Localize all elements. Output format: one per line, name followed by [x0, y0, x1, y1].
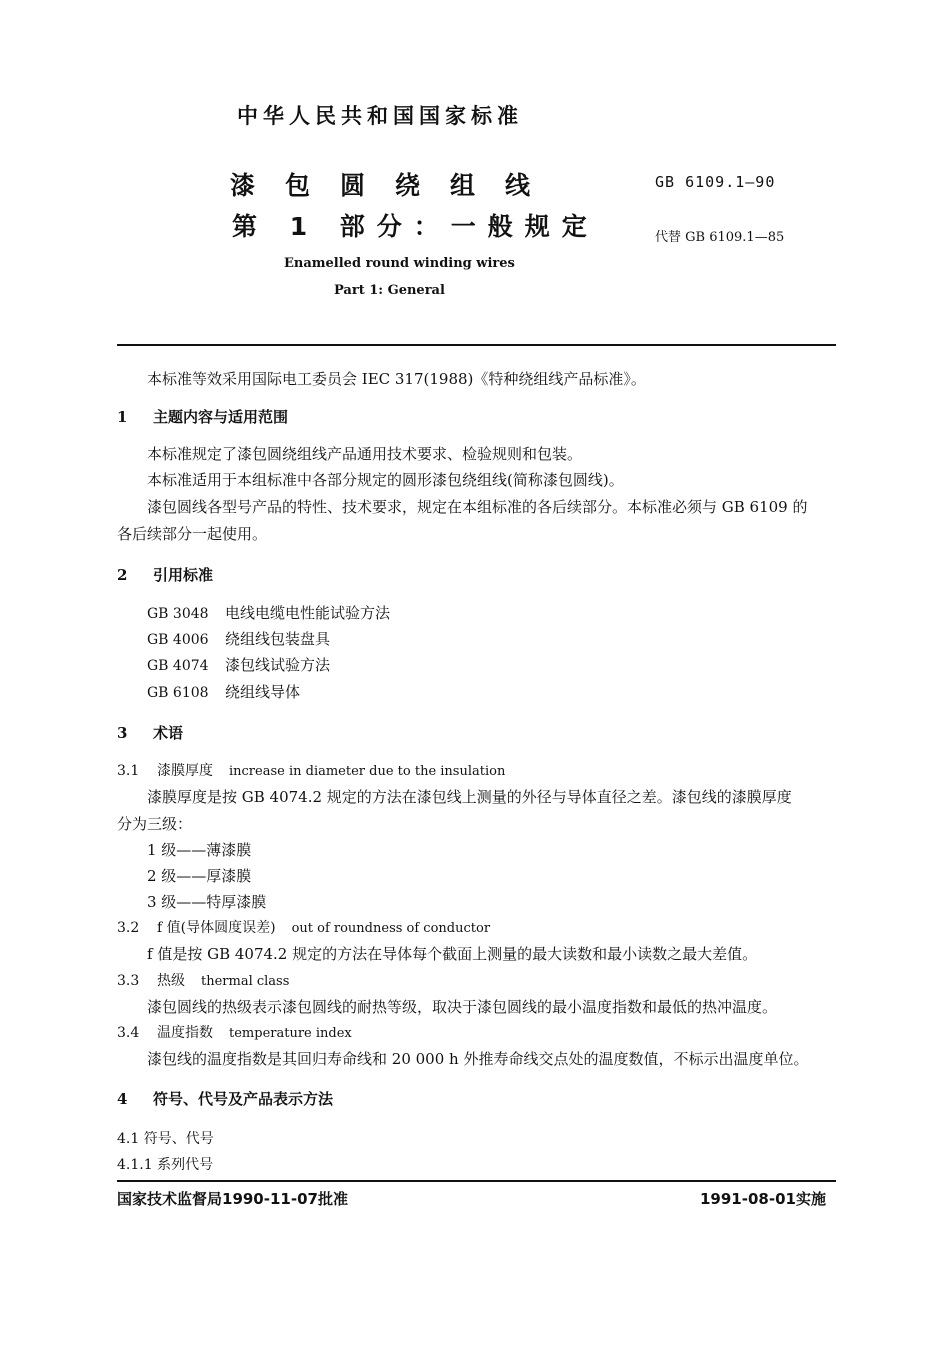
term-3-1-definition-cont: 分为三级： [117, 815, 193, 833]
section-number: 4 [117, 1090, 128, 1108]
section-title: 符号、代号及产品表示方法 [153, 1090, 334, 1108]
section-number: 1 [117, 408, 128, 426]
term-3-2-definition: f 值是按 GB 4074.2 规定的方法在导体每个截面上测量的最大读数和最小读数之最大差值。 [147, 945, 758, 963]
section-1-paragraph-3-cont: 各后续部分一起使用。 [117, 525, 268, 543]
grade-item: 3 级——特厚漆膜 [147, 893, 267, 911]
section-title: 术语 [153, 724, 184, 742]
term-3-4 [117, 1022, 352, 1042]
term-number: 3.1 [117, 763, 140, 779]
issuing-authority-title: 中华人民共和国国家标准 [237, 104, 523, 128]
reference-name: 绕组线导体 [225, 683, 301, 701]
term-en: out of roundness of conductor [291, 921, 491, 936]
section-title: 主题内容与适用范围 [153, 408, 289, 426]
reference-item [147, 654, 330, 675]
term-3-1-definition: 漆膜厚度是按 GB 4074.2 规定的方法在漆包线上测量的外径与导体直径之差。漆包线的漆膜厚度 [147, 788, 792, 806]
footer-divider [117, 1180, 836, 1182]
standard-number: GB 6109.1—90 [655, 173, 776, 191]
section-3-heading [117, 722, 183, 743]
reference-name: 绕组线包装盘具 [225, 630, 331, 648]
reference-code: GB 6108 [147, 685, 209, 701]
standard-title-en: Enamelled round winding wires [284, 256, 515, 271]
term-number: 3.4 [117, 1025, 140, 1041]
section-4-heading [117, 1088, 333, 1109]
reference-code: GB 4074 [147, 658, 209, 674]
effective-date: 1991-08-01实施 [700, 1190, 826, 1208]
section-title: 引用标准 [153, 566, 214, 584]
term-cn: 漆膜厚度 [157, 763, 213, 779]
section-1-heading [117, 406, 288, 427]
term-en: increase in diameter due to the insulation [229, 764, 506, 779]
header-divider [117, 344, 836, 346]
term-cn: f 值(导体圆度误差) [157, 920, 276, 936]
reference-name: 电线电缆电性能试验方法 [225, 604, 391, 622]
section-number: 2 [117, 566, 128, 584]
term-3-3-definition: 漆包圆线的热级表示漆包圆线的耐热等级，取决于漆包圆线的最小温度指数和最低的热冲温度。 [147, 998, 778, 1016]
section-number: 3 [117, 724, 128, 742]
approval-date: 国家技术监督局1990-11-07批准 [117, 1190, 348, 1208]
replaced-standard: 代替 GB 6109.1—85 [655, 230, 785, 245]
reference-code: GB 4006 [147, 632, 209, 648]
term-en: temperature index [229, 1026, 352, 1041]
subsection-4-1: 4.1 符号、代号 [117, 1131, 214, 1147]
intro-paragraph: 本标准等效采用国际电工委员会 IEC 317(1988)《特种绕组线产品标准》。 [147, 370, 646, 388]
grade-item: 1 级——薄漆膜 [147, 841, 252, 859]
reference-item [147, 628, 330, 649]
standard-title-cn: 漆包圆绕组线 [230, 171, 561, 200]
term-number: 3.2 [117, 920, 140, 936]
reference-item [147, 602, 390, 623]
term-3-1 [117, 760, 505, 780]
section-1-paragraph-1: 本标准规定了漆包圆绕组线产品通用技术要求、检验规则和包装。 [147, 445, 583, 463]
reference-code: GB 3048 [147, 606, 209, 622]
grade-item: 2 级——厚漆膜 [147, 867, 252, 885]
section-2-heading [117, 564, 213, 585]
term-3-2 [117, 917, 490, 937]
section-1-paragraph-2: 本标准适用于本组标准中各部分规定的圆形漆包绕组线(简称漆包圆线)。 [147, 471, 624, 489]
term-number: 3.3 [117, 973, 140, 989]
term-en: thermal class [201, 974, 290, 989]
term-3-3 [117, 970, 289, 990]
term-3-4-definition: 漆包线的温度指数是其回归寿命线和 20 000 h 外推寿命线交点处的温度数值，不标示出温度单位。 [147, 1050, 809, 1068]
section-1-paragraph-3: 漆包圆线各型号产品的特性、技术要求，规定在本组标准的各后续部分。本标准必须与 GB 6109 的 [147, 498, 808, 516]
reference-item [147, 681, 300, 702]
subsection-4-1-1: 4.1.1 系列代号 [117, 1157, 214, 1173]
term-cn: 温度指数 [157, 1025, 213, 1041]
standard-part-title-en: Part 1: General [334, 283, 445, 298]
standard-part-title-cn: 第 1 部分：一般规定 [232, 212, 599, 241]
reference-name: 漆包线试验方法 [225, 656, 331, 674]
term-cn: 热级 [157, 973, 185, 989]
